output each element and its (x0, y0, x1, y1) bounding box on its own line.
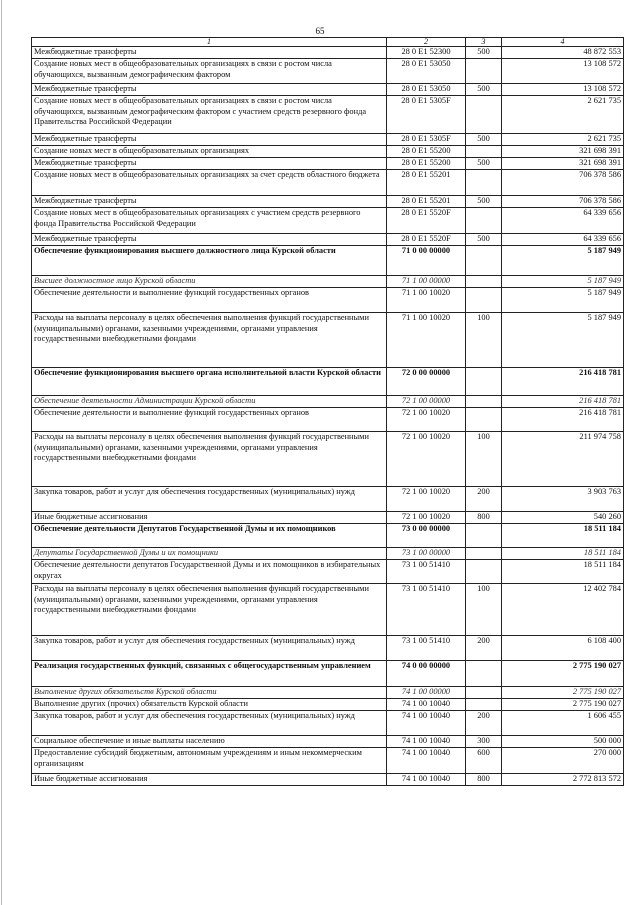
amount-cell: 2 775 190 027 (502, 661, 624, 687)
amount-cell: 706 378 586 (502, 170, 624, 196)
header-col-3: 3 (466, 38, 502, 47)
expense-type-cell: 500 (466, 196, 502, 208)
amount-cell: 18 511 184 (502, 524, 624, 548)
table-row (32, 512, 624, 524)
table-row (32, 560, 624, 584)
item-name-cell: Межбюджетные трансферты (32, 158, 387, 170)
target-code-cell: 28 0 E1 5520F (387, 234, 466, 246)
expense-type-cell (466, 288, 502, 313)
expense-type-cell: 200 (466, 487, 502, 512)
expense-type-cell (466, 96, 502, 134)
target-code-cell: 28 0 E1 55201 (387, 196, 466, 208)
target-code-cell: 72 1 00 00000 (387, 396, 466, 408)
table-row (32, 234, 624, 246)
expense-type-cell (466, 276, 502, 288)
table-row (32, 748, 624, 774)
table-row (32, 47, 624, 59)
budget-table (31, 37, 624, 786)
expense-type-cell (466, 246, 502, 276)
item-name-cell: Закупка товаров, работ и услуг для обеспечения государственных (муниципальных) нужд (32, 711, 387, 736)
target-code-cell: 73 1 00 51410 (387, 560, 466, 584)
target-code-cell: 72 1 00 10020 (387, 432, 466, 487)
amount-cell: 500 000 (502, 736, 624, 748)
amount-cell: 211 974 758 (502, 432, 624, 487)
target-code-cell: 28 0 E1 5520F (387, 208, 466, 234)
amount-cell: 1 606 455 (502, 711, 624, 736)
item-name-cell: Расходы на выплаты персоналу в целях обеспечения выполнения функций государственными (муниципальными) органами, казенными учреждениями, органами управления государственными внебюджетными фондами (32, 432, 387, 487)
amount-cell: 5 187 949 (502, 246, 624, 276)
item-name-cell: Высшее должностное лицо Курской области (32, 276, 387, 288)
target-code-cell: 28 0 E1 55200 (387, 158, 466, 170)
table-row (32, 687, 624, 699)
amount-cell: 216 418 781 (502, 368, 624, 396)
table-row (32, 84, 624, 96)
expense-type-cell (466, 687, 502, 699)
amount-cell: 706 378 586 (502, 196, 624, 208)
target-code-cell: 72 1 00 10020 (387, 487, 466, 512)
table-row (32, 170, 624, 196)
item-name-cell: Обеспечение деятельности и выполнение функций государственных органов (32, 288, 387, 313)
expense-type-cell: 500 (466, 158, 502, 170)
amount-cell: 2 621 735 (502, 96, 624, 134)
table-row (32, 59, 624, 84)
amount-cell: 64 339 656 (502, 208, 624, 234)
table-row (32, 96, 624, 134)
expense-type-cell (466, 170, 502, 196)
item-name-cell: Обеспечение деятельности Депутатов Государственной Думы и их помощников (32, 524, 387, 548)
item-name-cell: Закупка товаров, работ и услуг для обеспечения государственных (муниципальных) нужд (32, 636, 387, 661)
table-row (32, 487, 624, 512)
header-col-2: 2 (387, 38, 466, 47)
item-name-cell: Межбюджетные трансферты (32, 234, 387, 246)
table-row (32, 699, 624, 711)
item-name-cell: Обеспечение функционирования высшего органа исполнительной власти Курской области (32, 368, 387, 396)
expense-type-cell: 800 (466, 512, 502, 524)
table-row (32, 288, 624, 313)
expense-type-cell: 600 (466, 748, 502, 774)
page-number: 65 (315, 26, 325, 36)
table-row (32, 661, 624, 687)
target-code-cell: 71 1 00 10020 (387, 288, 466, 313)
amount-cell: 64 339 656 (502, 234, 624, 246)
expense-type-cell (466, 146, 502, 158)
amount-cell: 2 775 190 027 (502, 699, 624, 711)
amount-cell: 6 108 400 (502, 636, 624, 661)
item-name-cell: Создание новых мест в общеобразовательных организациях с участием средств резервного фонда Правительства Российской Федерации (32, 208, 387, 234)
target-code-cell: 72 0 00 00000 (387, 368, 466, 396)
expense-type-cell: 300 (466, 736, 502, 748)
item-name-cell: Предоставление субсидий бюджетным, автономным учреждениям и иным некоммерческим организациям (32, 748, 387, 774)
target-code-cell: 28 0 E1 55201 (387, 170, 466, 196)
item-name-cell: Межбюджетные трансферты (32, 196, 387, 208)
target-code-cell: 74 0 00 00000 (387, 661, 466, 687)
item-name-cell: Межбюджетные трансферты (32, 47, 387, 59)
target-code-cell: 73 0 00 00000 (387, 524, 466, 548)
table-row (32, 276, 624, 288)
table-row (32, 711, 624, 736)
target-code-cell: 73 1 00 00000 (387, 548, 466, 560)
item-name-cell: Социальное обеспечение и иные выплаты населению (32, 736, 387, 748)
table-row (32, 636, 624, 661)
target-code-cell: 28 0 E1 53050 (387, 84, 466, 96)
target-code-cell: 72 1 00 10020 (387, 408, 466, 432)
expense-type-cell (466, 548, 502, 560)
expense-type-cell (466, 408, 502, 432)
table-row (32, 548, 624, 560)
item-name-cell: Межбюджетные трансферты (32, 134, 387, 146)
amount-cell: 18 511 184 (502, 560, 624, 584)
expense-type-cell (466, 208, 502, 234)
target-code-cell: 71 1 00 00000 (387, 276, 466, 288)
table-row (32, 396, 624, 408)
expense-type-cell (466, 661, 502, 687)
expense-type-cell (466, 59, 502, 84)
expense-type-cell: 100 (466, 432, 502, 487)
target-code-cell: 74 1 00 10040 (387, 748, 466, 774)
item-name-cell: Межбюджетные трансферты (32, 84, 387, 96)
expense-type-cell (466, 524, 502, 548)
amount-cell: 5 187 949 (502, 313, 624, 368)
amount-cell: 216 418 781 (502, 408, 624, 432)
amount-cell: 3 903 763 (502, 487, 624, 512)
table-row (32, 524, 624, 548)
expense-type-cell: 100 (466, 313, 502, 368)
item-name-cell: Обеспечение деятельности и выполнение функций государственных органов (32, 408, 387, 432)
header-col-1: 1 (32, 38, 387, 47)
table-row (32, 432, 624, 487)
table-row (32, 408, 624, 432)
target-code-cell: 28 0 E1 52300 (387, 47, 466, 59)
expense-type-cell (466, 560, 502, 584)
column-number-header (32, 38, 624, 47)
target-code-cell: 74 1 00 00000 (387, 687, 466, 699)
target-code-cell: 28 0 E1 55200 (387, 146, 466, 158)
table-row (32, 208, 624, 234)
amount-cell: 270 000 (502, 748, 624, 774)
table-row (32, 736, 624, 748)
header-col-4: 4 (502, 38, 624, 47)
expense-type-cell: 500 (466, 134, 502, 146)
table-row (32, 134, 624, 146)
amount-cell: 2 621 735 (502, 134, 624, 146)
item-name-cell: Обеспечение деятельности депутатов Государственной Думы и их помощников в избирательных округах (32, 560, 387, 584)
expense-type-cell: 500 (466, 47, 502, 59)
target-code-cell: 74 1 00 10040 (387, 736, 466, 748)
amount-cell: 321 698 391 (502, 146, 624, 158)
table-row (32, 368, 624, 396)
target-code-cell: 71 0 00 00000 (387, 246, 466, 276)
item-name-cell: Реализация государственных функций, связанных с общегосударственным управлением (32, 661, 387, 687)
item-name-cell: Создание новых мест в общеобразовательных организациях в связи с ростом числа обучающихся, вызванным демографическим фактором (32, 59, 387, 84)
amount-cell: 5 187 949 (502, 276, 624, 288)
table-row (32, 158, 624, 170)
target-code-cell: 28 0 E1 5305F (387, 96, 466, 134)
target-code-cell: 74 1 00 10040 (387, 774, 466, 786)
item-name-cell: Закупка товаров, работ и услуг для обеспечения государственных (муниципальных) нужд (32, 487, 387, 512)
table-row (32, 313, 624, 368)
budget-table-body (32, 38, 624, 786)
item-name-cell: Расходы на выплаты персоналу в целях обеспечения выполнения функций государственными (муниципальными) органами, казенными учреждениями, органами управления государственными внебюджетными фондами (32, 584, 387, 636)
target-code-cell: 73 1 00 51410 (387, 636, 466, 661)
item-name-cell: Иные бюджетные ассигнования (32, 512, 387, 524)
amount-cell: 12 402 784 (502, 584, 624, 636)
expense-type-cell: 200 (466, 711, 502, 736)
table-row (32, 774, 624, 786)
expense-type-cell: 100 (466, 584, 502, 636)
item-name-cell: Обеспечение деятельности Администрации Курской области (32, 396, 387, 408)
expense-type-cell: 800 (466, 774, 502, 786)
table-row (32, 196, 624, 208)
amount-cell: 321 698 391 (502, 158, 624, 170)
amount-cell: 216 418 781 (502, 396, 624, 408)
amount-cell: 18 511 184 (502, 548, 624, 560)
expense-type-cell: 200 (466, 636, 502, 661)
target-code-cell: 73 1 00 51410 (387, 584, 466, 636)
target-code-cell: 71 1 00 10020 (387, 313, 466, 368)
target-code-cell: 28 0 E1 53050 (387, 59, 466, 84)
item-name-cell: Расходы на выплаты персоналу в целях обеспечения выполнения функций государственными (муниципальными) органами, казенными учреждениями, органами управления государственными внебюджетными фондами (32, 313, 387, 368)
item-name-cell: Создание новых мест в общеобразовательных организациях за счет средств областного бюджета (32, 170, 387, 196)
amount-cell: 5 187 949 (502, 288, 624, 313)
table-row (32, 246, 624, 276)
expense-type-cell (466, 396, 502, 408)
target-code-cell: 72 1 00 10020 (387, 512, 466, 524)
amount-cell: 48 872 553 (502, 47, 624, 59)
target-code-cell: 74 1 00 10040 (387, 699, 466, 711)
amount-cell: 540 260 (502, 512, 624, 524)
item-name-cell: Иные бюджетные ассигнования (32, 774, 387, 786)
scan-left-edge (1, 0, 2, 905)
table-row (32, 146, 624, 158)
amount-cell: 2 775 190 027 (502, 687, 624, 699)
expense-type-cell: 500 (466, 84, 502, 96)
target-code-cell: 28 0 E1 5305F (387, 134, 466, 146)
table-row (32, 584, 624, 636)
item-name-cell: Обеспечение функционирования высшего должностного лица Курской области (32, 246, 387, 276)
item-name-cell: Создание новых мест в общеобразовательных организациях (32, 146, 387, 158)
item-name-cell: Депутаты Государственной Думы и их помощники (32, 548, 387, 560)
item-name-cell: Выполнение других (прочих) обязательств Курской области (32, 699, 387, 711)
amount-cell: 13 108 572 (502, 84, 624, 96)
amount-cell: 13 108 572 (502, 59, 624, 84)
expense-type-cell (466, 699, 502, 711)
item-name-cell: Выполнение других обязательств Курской области (32, 687, 387, 699)
target-code-cell: 74 1 00 10040 (387, 711, 466, 736)
expense-type-cell: 500 (466, 234, 502, 246)
amount-cell: 2 772 813 572 (502, 774, 624, 786)
item-name-cell: Создание новых мест в общеобразовательных организациях в связи с ростом числа обучающихся, вызванным демографическим фактором с участием средств резервного фонда Правительства Российской Федерации (32, 96, 387, 134)
expense-type-cell (466, 368, 502, 396)
